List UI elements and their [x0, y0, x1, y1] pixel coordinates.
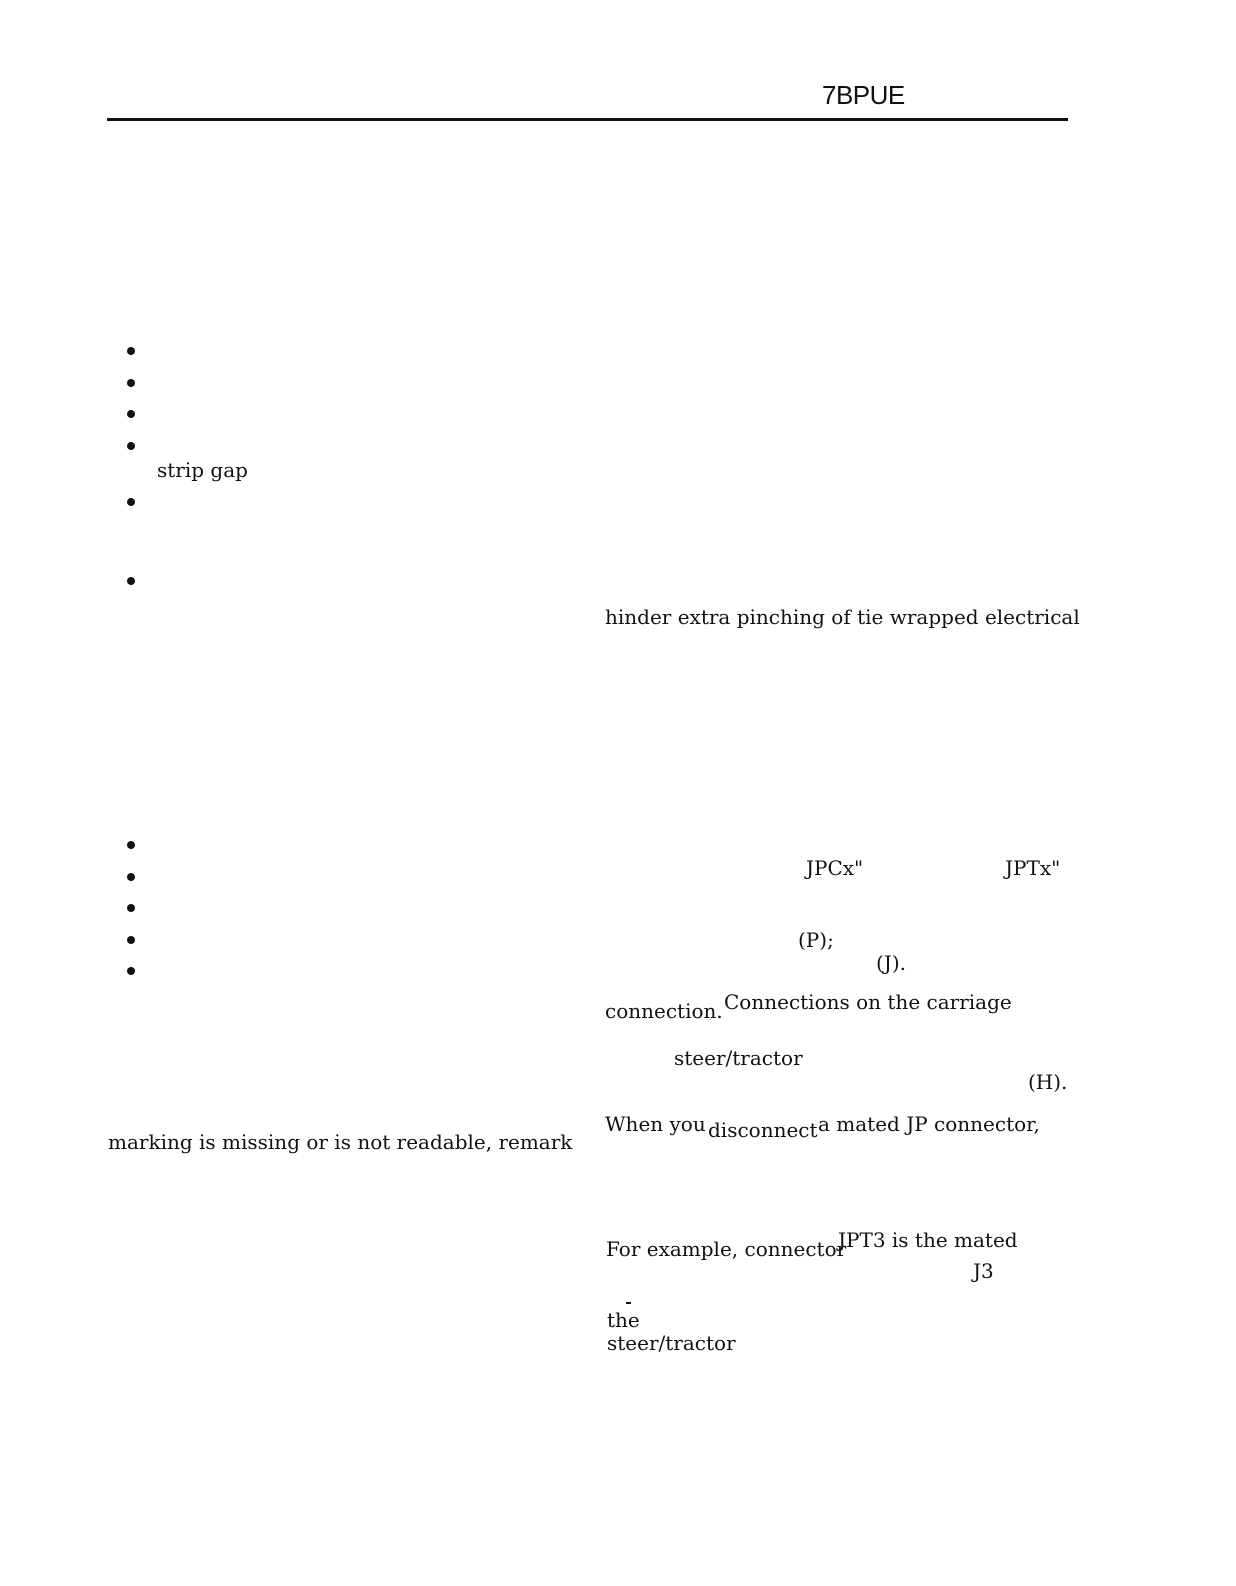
- for-example-text: For example, connector: [606, 1237, 847, 1261]
- bullet-point: [127, 379, 135, 387]
- harness-label: (H).: [1028, 1070, 1068, 1094]
- the-text: the: [607, 1308, 640, 1332]
- bullet-point: [127, 347, 135, 355]
- header-rule: [107, 118, 1068, 121]
- page-header-code: 7BPUE: [822, 80, 905, 110]
- strip-gap-text: strip gap: [157, 458, 248, 482]
- bullet-point: [127, 410, 135, 418]
- bullet-point: [127, 841, 135, 849]
- jack-label: (J).: [876, 951, 906, 975]
- marking-text: marking is missing or is not readable, remark: [108, 1130, 573, 1154]
- jpt3-text: JPT3 is the mated: [838, 1228, 1018, 1252]
- hinder-text: hinder extra pinching of tie wrapped electrical: [605, 605, 1080, 629]
- jptx-label: JPTx": [1005, 856, 1061, 880]
- steer-tractor-text-2: steer/tractor: [607, 1331, 736, 1355]
- bullet-point: [127, 442, 135, 450]
- connection-text: connection.: [605, 999, 723, 1023]
- j3-label: J3: [973, 1259, 994, 1283]
- plug-label: (P);: [798, 928, 834, 952]
- overline-mark: [626, 1302, 631, 1304]
- mated-jp-text: a mated JP connector,: [818, 1112, 1040, 1136]
- bullet-point: [127, 577, 135, 585]
- steer-tractor-text: steer/tractor: [674, 1046, 803, 1070]
- bullet-point: [127, 936, 135, 944]
- disconnect-text: disconnect: [708, 1118, 818, 1142]
- bullet-point: [127, 498, 135, 506]
- when-you-text: When you: [605, 1112, 706, 1136]
- jpcx-label: JPCx": [806, 856, 864, 880]
- connections-carriage-text: Connections on the carriage: [724, 990, 1012, 1014]
- bullet-point: [127, 904, 135, 912]
- bullet-point: [127, 873, 135, 881]
- bullet-point: [127, 967, 135, 975]
